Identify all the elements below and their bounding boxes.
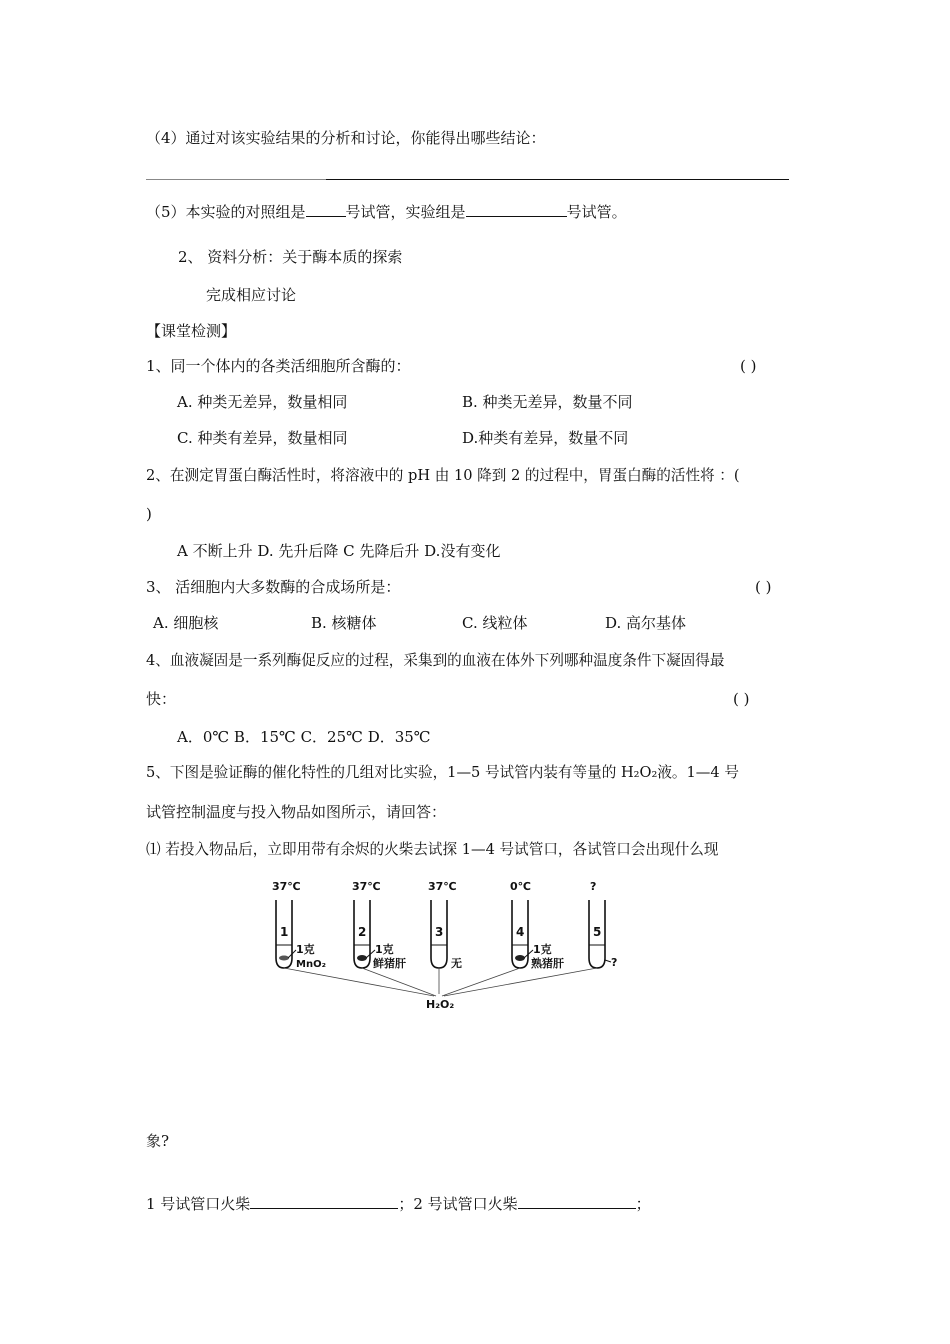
tube-1-number: 1 — [280, 925, 289, 939]
section-2-sub: 完成相应讨论 — [206, 286, 297, 304]
tube-3-number: 3 — [435, 925, 444, 939]
mcq-4-answer-paren[interactable]: ( ) — [733, 690, 750, 708]
tube-2-label-1: 1克 — [375, 943, 394, 956]
mcq-1-option-b[interactable]: B. 种类无差异，数量不同 — [462, 393, 633, 411]
q5b-line-4: 象? — [146, 1132, 170, 1150]
mcq-4-stem: 4、血液凝固是一系列酶促反应的过程，采集到的血液在体外下列哪种温度条件下凝固得最 — [146, 652, 725, 669]
q5-part1: （5）本实验的对照组是 — [146, 203, 306, 221]
mcq-1-option-d[interactable]: D.种类有差异，数量不同 — [462, 429, 629, 447]
q5b-answer-line — [146, 1192, 651, 1214]
tube-4-number: 4 — [516, 925, 525, 939]
tube-2-answer-blank[interactable] — [518, 1192, 636, 1209]
mcq-1-answer-paren[interactable]: ( ) — [740, 357, 757, 375]
tube-5-number: 5 — [593, 925, 602, 939]
tube-1-answer-blank[interactable] — [250, 1192, 398, 1209]
mcq-3-stem: 3、 活细胞内大多数酶的合成场所是： — [146, 578, 401, 596]
mcq-2-options[interactable]: A 不断上升 D. 先升后降 C 先降后升 D.没有变化 — [177, 542, 501, 560]
tube-2-label-2: 鲜猪肝 — [373, 957, 406, 970]
tube-1-temp: 37℃ — [272, 880, 301, 893]
mno2-blob — [279, 956, 289, 961]
tube-4-label-1: 1克 — [533, 943, 552, 956]
q5b-line-2: 试管控制温度与投入物品如图所示，请回答： — [146, 803, 447, 821]
mcq-3-option-b[interactable]: B. 核糖体 — [311, 614, 377, 632]
mcq-2-stem: 2、在测定胃蛋白酶活性时，将溶液中的 pH 由 10 降到 2 的过程中，胃蛋白酶的活性将 ：( — [146, 467, 740, 484]
mcq-4-options[interactable]: A．0℃ B．15℃ C．25℃ D．35℃ — [177, 728, 431, 746]
mcq-1-option-c[interactable]: C. 种类有差异，数量相同 — [177, 429, 348, 447]
q5b-line-3: ⑴ 若投入物品后，立即用带有余烬的火柴去试探 1—4 号试管口，各试管口会出现什么现 — [146, 841, 719, 858]
mcq-3-option-c[interactable]: C. 线粒体 — [462, 614, 528, 632]
question-4-text: （4）通过对该实验结果的分析和讨论，你能得出哪些结论： — [146, 129, 546, 147]
tube-4-temp: 0℃ — [510, 880, 531, 893]
tube-3-temp: 37℃ — [428, 880, 457, 893]
tube-1-answer-label: 1 号试管口火柴 — [146, 1195, 251, 1213]
tube-4-label-2: 熟猪肝 — [531, 957, 564, 970]
mcq-3-answer-paren[interactable]: ( ) — [755, 578, 772, 596]
classroom-heading: 【课堂检测】 — [146, 322, 237, 340]
tube-3-label: 无 — [451, 957, 462, 970]
tube-2-answer-label: ；2 号试管口火柴 — [398, 1195, 518, 1213]
q5b-line-1: 5、下图是验证酶的催化特性的几组对比实验，1—5 号试管内装有等量的 H₂O₂液。1—4 号 — [146, 764, 739, 781]
mcq-3-option-a[interactable]: A. 细胞核 — [153, 614, 219, 632]
tube-1-label-2: MnO₂ — [296, 959, 326, 970]
question-5-text — [146, 200, 627, 222]
tube-1-label-1: 1克 — [296, 943, 315, 956]
tube-2-temp: 37℃ — [352, 880, 381, 893]
mcq-1-stem: 1、同一个体内的各类活细胞所含酶的： — [146, 357, 411, 375]
cooked-liver-blob — [515, 955, 525, 961]
mcq-3-option-d[interactable]: D. 高尔基体 — [605, 614, 687, 632]
control-group-blank[interactable] — [306, 200, 346, 217]
mcq-4-stem-2: 快： — [146, 690, 177, 708]
q5-part3: 号试管。 — [566, 203, 627, 221]
mcq-1-option-a[interactable]: A. 种类无差异，数量相同 — [177, 393, 348, 411]
h2o2-label: H₂O₂ — [426, 998, 455, 1011]
tube-5-temp: ? — [590, 880, 597, 893]
answer-blank-line-dark — [326, 179, 789, 180]
experimental-group-blank[interactable] — [466, 200, 567, 217]
tube-5-label: ? — [611, 956, 618, 969]
q5-part2: 号试管，实验组是 — [345, 203, 466, 221]
tube-2-number: 2 — [358, 925, 367, 939]
mcq-2-close-paren[interactable]: ) — [146, 505, 152, 523]
answer-end-punct: ； — [635, 1195, 651, 1213]
test-tube-diagram — [266, 878, 636, 1013]
section-2-heading: 2、 资料分析：关于酶本质的探索 — [178, 248, 403, 266]
fresh-liver-blob — [357, 955, 367, 961]
